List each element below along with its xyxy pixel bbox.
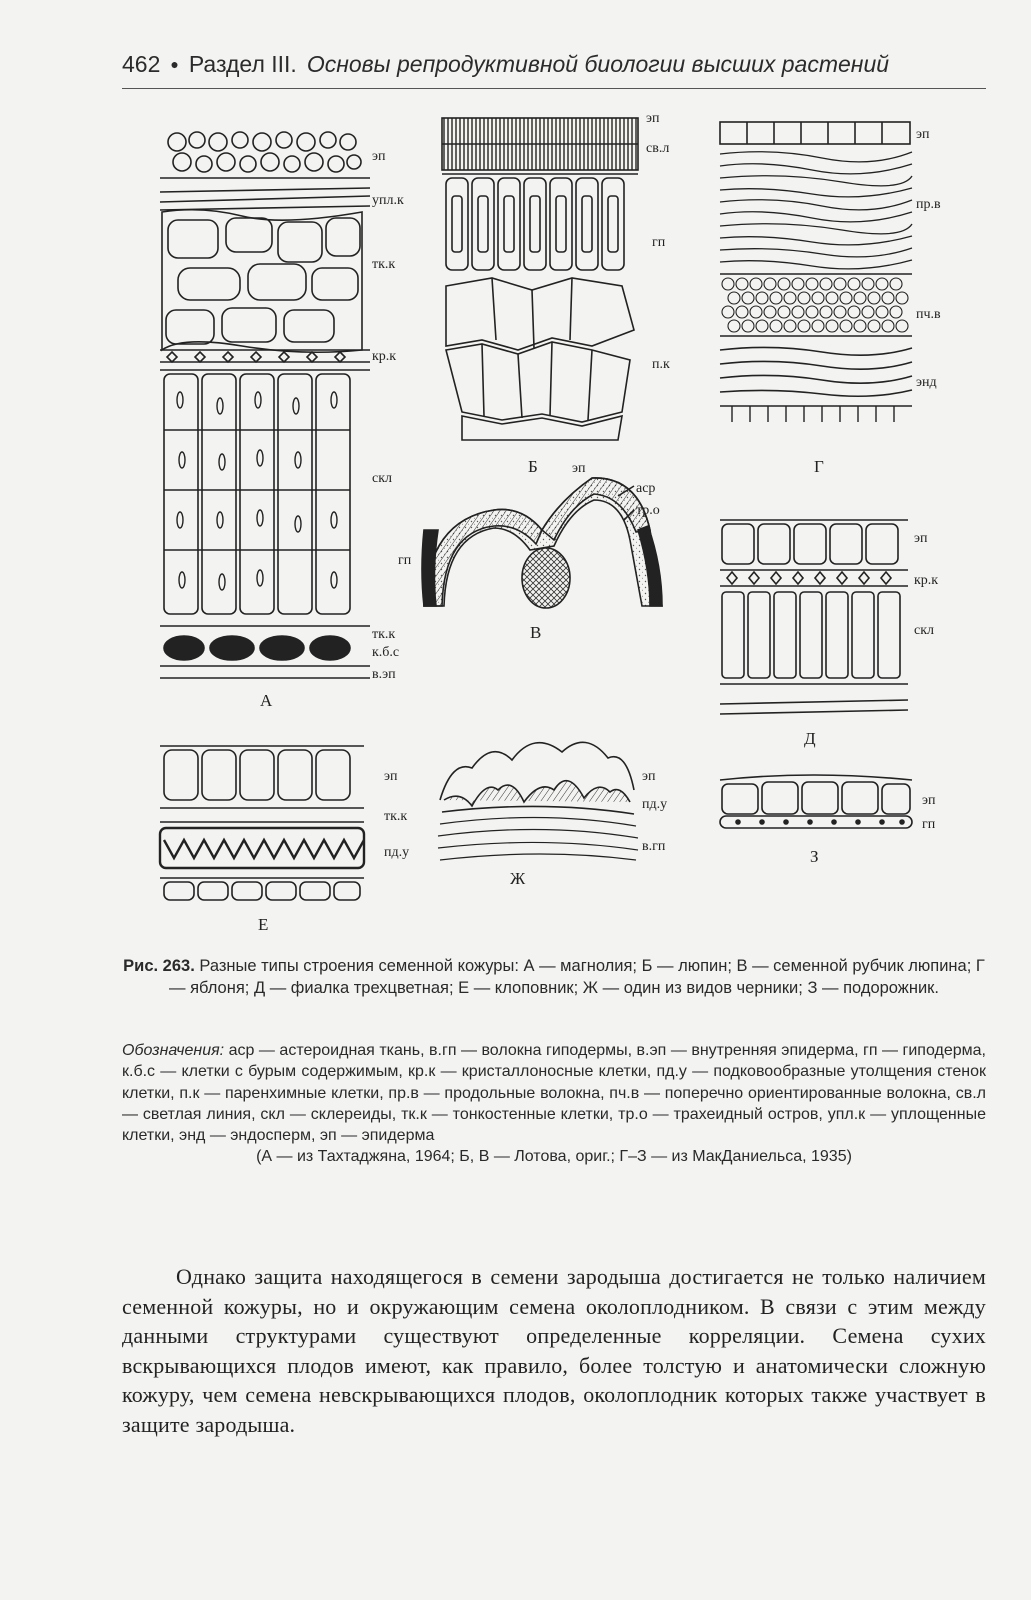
body-paragraph: Однако защита находящегося в семени зародыша достигается не только наличием семенной кожуры, но и окружающим семена околоплодником. В связи с этим между данными структурами существуют определенные корреляции. Семена сухих вскрывающихся плодов имеют, как правило, более толстую и анатомически сложную кожуру, чем семена невскрывающихся плодов, околоплодник которых также участвует в защите зародыша.	[122, 1264, 986, 1437]
panel-letter-zh: Ж	[510, 869, 526, 888]
label-e-tkk: тк.к	[384, 809, 408, 824]
figure-263	[122, 100, 986, 940]
panel-letter-z: З	[810, 847, 819, 866]
running-header	[122, 44, 986, 84]
panel-v-drawing	[422, 478, 662, 608]
label-v-asr: аср	[636, 481, 656, 496]
panel-z-labels	[810, 793, 936, 866]
panel-b-drawing	[442, 118, 638, 440]
section-title: Основы репродуктивной биологии высших растений	[306, 50, 890, 77]
legend-text: аср — астероидная ткань, в.гп — волокна гиподермы, в.эп — внутренняя эпидерма, гп — гиподерма, к.б.с — клетки с бурым содержимым, кр.к — кристаллоносные клетки, пд.у — подковообразные утолщения стенок клетки, п.к — паренхимные клетки, пр.в — продольные волокна, пч.в — поперечно ориентированные волокна, св.л — светлая линия, скл — склереиды, тк.к — тонкостенные клетки, тр.о — трахеидный остров, упл.к — уплощенные клетки, энд — эндосперм, эп — эпидерма	[122, 1042, 986, 1145]
section-label: Раздел III.	[188, 50, 297, 77]
label-g-ep: эп	[916, 127, 930, 142]
label-zh-vgp: в.гп	[642, 839, 666, 854]
caption-text: Разные типы строения семенной кожуры: А — магнолия; Б — люпин; В — семенной рубчик люпина; Г — яблоня; Д — фиалка трехцветная; Е — клоповник; Ж — один из видов черники; З — подорожник.	[169, 957, 985, 997]
label-b-svl: св.л	[646, 141, 670, 156]
label-z-gp: гп	[922, 817, 936, 832]
panel-letter-a: А	[260, 691, 273, 710]
panel-letter-d: Д	[804, 729, 816, 748]
figure-drawing	[122, 100, 986, 940]
label-v-gp: гп	[398, 553, 412, 568]
label-zh-pdu: пд.у	[642, 797, 668, 812]
figure-legend	[122, 1040, 986, 1168]
panel-g-drawing	[720, 122, 912, 422]
label-e-ep: эп	[384, 769, 398, 784]
label-d-ep: эп	[914, 531, 928, 546]
label-g-prv: пр.в	[916, 197, 941, 212]
figure-caption	[122, 956, 986, 999]
label-a-ep: эп	[372, 149, 386, 164]
panel-zh-labels	[510, 769, 667, 888]
label-d-skl: скл	[914, 623, 935, 638]
panel-a-drawing	[160, 132, 370, 678]
panel-e-labels	[258, 769, 409, 934]
label-v-ep: эп	[572, 461, 586, 476]
label-e-pdu: пд.у	[384, 845, 410, 860]
panel-zh-drawing	[438, 742, 638, 860]
panel-letter-g: Г	[814, 457, 824, 476]
label-z-ep: эп	[922, 793, 936, 808]
label-b-ep: эп	[646, 111, 660, 126]
bullet-separator: ●	[170, 56, 179, 72]
label-g-end: энд	[916, 375, 937, 390]
label-a-upl: упл.к	[372, 193, 404, 208]
label-d-krk: кр.к	[914, 573, 939, 588]
label-v-tro: тр.о	[636, 503, 660, 518]
label-a-skl: скл	[372, 471, 393, 486]
panel-g-labels	[814, 127, 941, 476]
legend-title: Обозначения:	[122, 1042, 225, 1059]
label-b-pk: п.к	[652, 357, 670, 372]
panel-e-drawing	[160, 746, 364, 900]
page-number: 462	[122, 50, 161, 77]
label-a-vep: в.эп	[372, 667, 396, 682]
figure-number: Рис. 263.	[123, 957, 195, 975]
figure-source: (А — из Тахтаджяна, 1964; Б, В — Лотова, ориг.; Г–З — из МакДаниельса, 1935)	[256, 1148, 852, 1166]
label-g-pchv: пч.в	[916, 307, 941, 322]
label-a-kbs: к.б.с	[372, 645, 400, 660]
label-a-tkk: тк.к	[372, 257, 396, 272]
label-a-krk: кр.к	[372, 349, 397, 364]
panel-letter-b: Б	[528, 457, 538, 476]
panel-letter-v: В	[530, 623, 542, 642]
label-zh-ep: эп	[642, 769, 656, 784]
label-a-tkk2: тк.к	[372, 627, 396, 642]
header-rule	[122, 88, 986, 89]
panel-z-drawing	[720, 775, 912, 828]
panel-d-drawing	[720, 520, 908, 714]
label-b-gp: гп	[652, 235, 666, 250]
panel-letter-e: Е	[258, 915, 269, 934]
